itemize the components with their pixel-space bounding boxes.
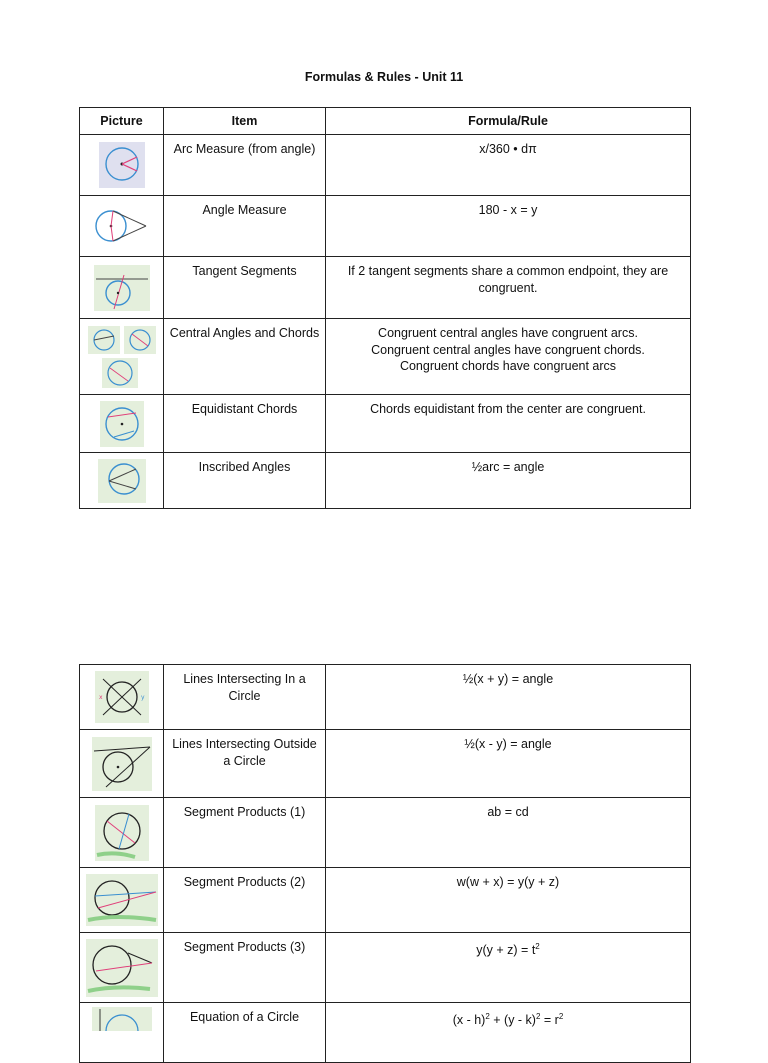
formula-cell <box>326 135 691 196</box>
item-cell: Lines Intersecting Outside a Circle <box>164 730 326 798</box>
table-row <box>80 1003 691 1063</box>
picture-cell <box>80 730 164 798</box>
inscribed-angle-diagram-icon <box>98 459 146 503</box>
circle-equation-diagram-icon <box>92 1007 152 1031</box>
formula-text: (x - h) <box>452 1013 486 1028</box>
formula-text: Congruent central angles have congruent chords. <box>371 342 645 357</box>
item-cell: Angle Measure <box>164 196 326 257</box>
formula-text: 180 - x = y <box>478 203 538 217</box>
table-row <box>80 730 691 798</box>
table-row <box>80 453 691 509</box>
formula-cell <box>326 257 691 319</box>
document-title: Formulas & Rules - Unit 11 <box>304 70 464 84</box>
item-cell: Central Angles and Chords <box>164 319 326 395</box>
formula-cell <box>326 933 691 1003</box>
formulas-table-2 <box>79 664 691 1063</box>
formula-text: ½arc = angle <box>471 460 545 474</box>
segment-products-2-diagram-icon <box>86 874 158 926</box>
picture-header: Picture <box>80 108 164 135</box>
formula-text: x/360 • dπ <box>479 142 537 156</box>
lines-outside-circle-diagram-icon <box>92 737 152 791</box>
table-row <box>80 319 691 395</box>
table-row <box>80 135 691 196</box>
table-row <box>80 395 691 453</box>
item-header: Item <box>164 108 326 135</box>
formula-cell <box>326 1003 691 1063</box>
picture-cell <box>80 1003 164 1063</box>
item-cell: Segment Products (2) <box>164 868 326 933</box>
picture-cell <box>80 257 164 319</box>
item-cell: Segment Products (1) <box>164 798 326 868</box>
formula-cell <box>326 453 691 509</box>
formula-exponent: 2 <box>535 1012 541 1021</box>
formula-cell: ab = cd <box>326 798 691 868</box>
formula-cell: w(w + x) = y(y + z) <box>326 868 691 933</box>
item-cell: Equidistant Chords <box>164 395 326 453</box>
formula-header: Formula/Rule <box>326 108 691 135</box>
formula-cell <box>326 196 691 257</box>
equidistant-chords-diagram-icon <box>100 401 144 447</box>
formula-exponent: 2 <box>535 942 540 951</box>
formula-text: + (y - k) <box>489 1013 536 1028</box>
formulas-table-1 <box>79 107 691 509</box>
item-cell: Arc Measure (from angle) <box>164 135 326 196</box>
formula-exponent: 2 <box>485 1012 490 1021</box>
table-row <box>80 798 691 868</box>
item-cell: Tangent Segments <box>164 257 326 319</box>
angle-measure-diagram-icon <box>91 203 153 249</box>
tangent-segments-diagram-icon <box>94 265 150 311</box>
picture-cell <box>80 395 164 453</box>
item-cell: Lines Intersecting In a Circle <box>164 665 326 730</box>
svg-text:x: x <box>98 694 103 701</box>
svg-text:y: y <box>140 694 145 701</box>
item-cell: Segment Products (3) <box>164 933 326 1003</box>
formula-cell <box>326 395 691 453</box>
table-row <box>80 196 691 257</box>
picture-cell <box>80 933 164 1003</box>
picture-cell <box>80 453 164 509</box>
picture-cell <box>80 196 164 257</box>
picture-cell <box>80 135 164 196</box>
arc-measure-diagram-icon <box>99 142 145 188</box>
formula-exponent: 2 <box>558 1012 564 1021</box>
picture-cell <box>80 798 164 868</box>
formula-cell: ½(x - y) = angle <box>326 730 691 798</box>
formula-text: Chords equidistant from the center are congruent. <box>370 402 646 416</box>
formula-text: Congruent chords have congruent arcs <box>399 359 617 373</box>
table-row <box>80 257 691 319</box>
table-row <box>80 933 691 1003</box>
formula-text: y(y + z) = t <box>476 943 536 958</box>
picture-cell <box>80 868 164 933</box>
picture-cell <box>80 665 164 730</box>
formula-text: If 2 tangent segments share a common endpoint, they are congruent. <box>347 264 669 295</box>
lines-inside-circle-diagram-icon <box>95 671 149 723</box>
item-cell: Equation of a Circle <box>164 1003 326 1063</box>
formula-cell: ½(x + y) = angle <box>326 665 691 730</box>
segment-products-3-diagram-icon <box>86 939 158 997</box>
table-header-row <box>80 108 691 135</box>
central-angles-diagram-icon <box>88 326 156 388</box>
segment-products-1-diagram-icon <box>95 805 149 861</box>
table-row <box>80 868 691 933</box>
item-cell: Inscribed Angles <box>164 453 326 509</box>
formula-cell <box>326 319 691 395</box>
formula-text: Congruent central angles have congruent arcs. <box>378 326 638 340</box>
picture-cell <box>80 319 164 395</box>
formula-text: = r <box>540 1013 559 1028</box>
table-row <box>80 665 691 730</box>
